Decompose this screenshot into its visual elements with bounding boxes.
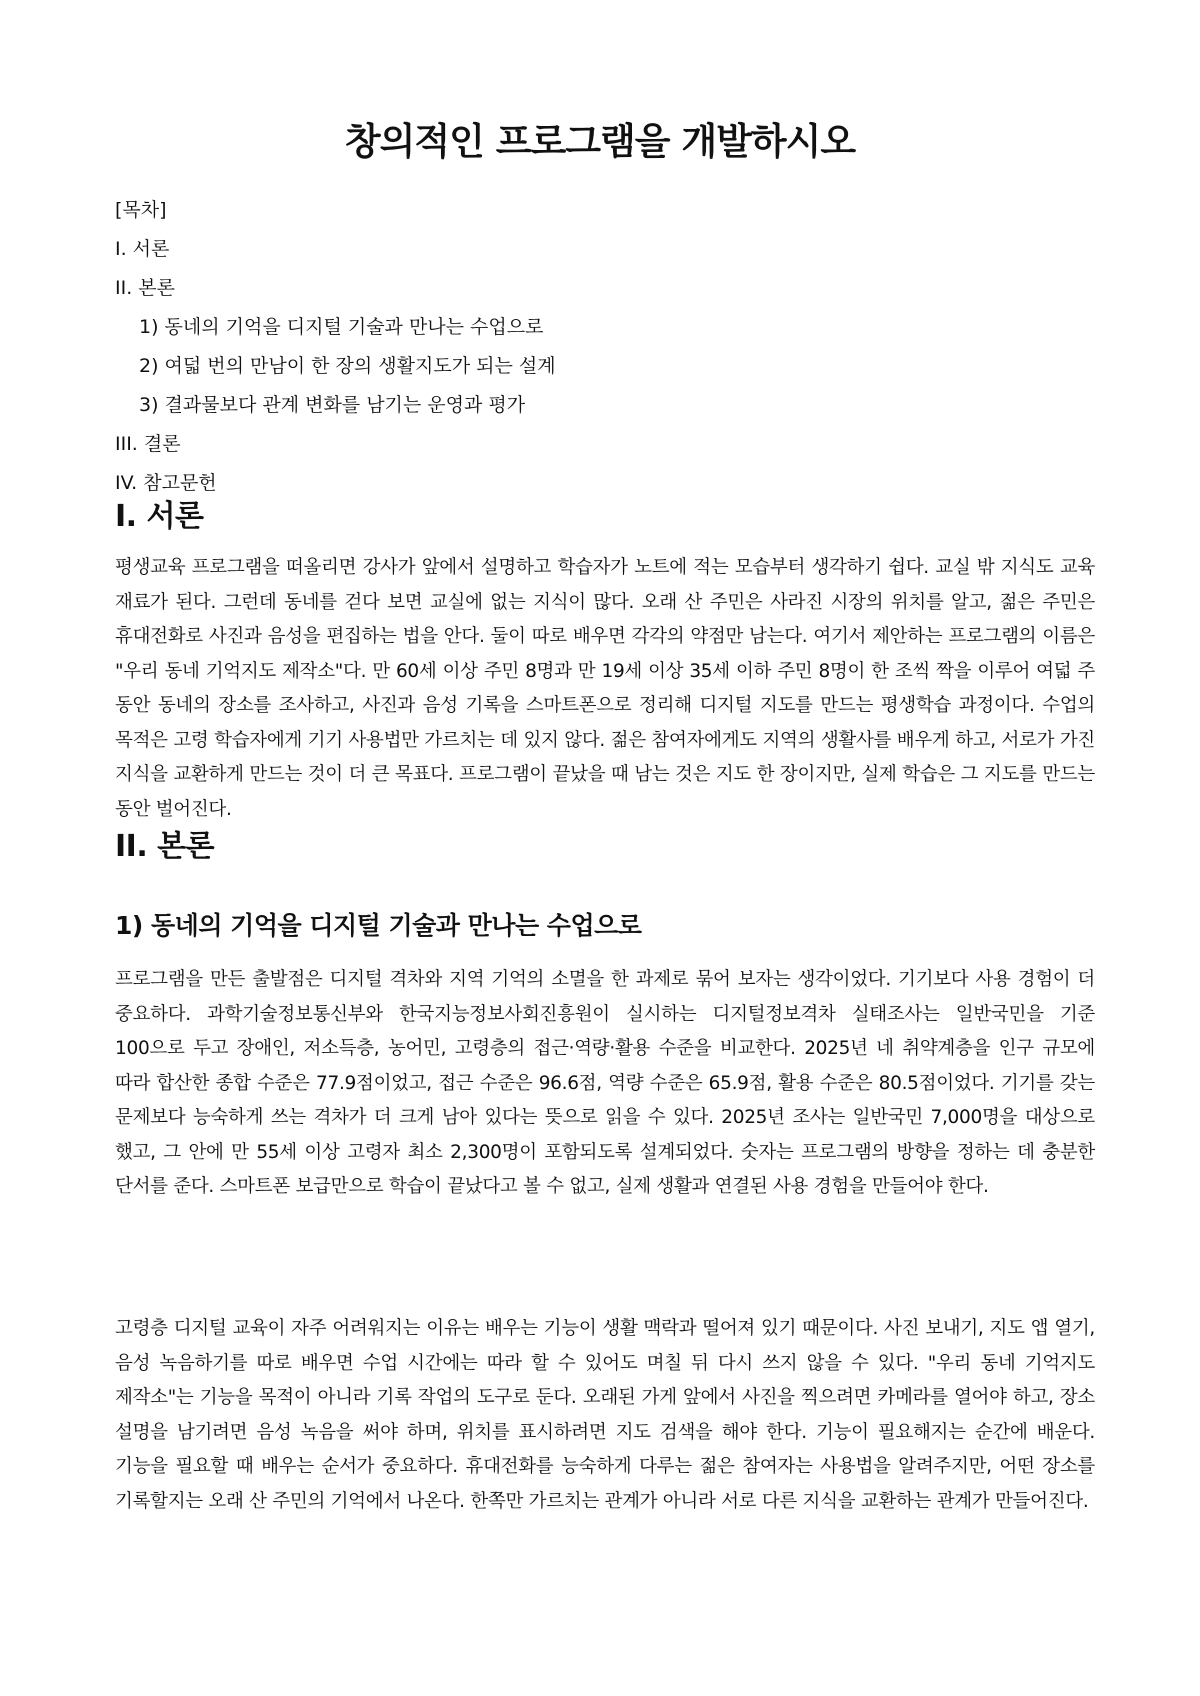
section-heading-body: II. 본론 bbox=[115, 829, 215, 864]
toc-item: 3) 결과물보다 관계 변화를 남기는 운영과 평가 bbox=[139, 394, 526, 416]
toc-heading: [목차] bbox=[115, 199, 167, 221]
section-heading-introduction: I. 서론 bbox=[115, 499, 204, 534]
introduction-paragraph: 평생교육 프로그램을 떠올리면 강사가 앞에서 설명하고 학습자가 노트에 적는 모습부터 생각하기 쉽다. 교실 밖 지식도 교육 재료가 된다. 그런데 동네를 걷다 보면 교실에 없는 지식이 많다. 오래 산 주민은 사라진 시장의 위치를 알고, 젊은 주민은 휴대전화로 사진과 음성을 편집하는 법을 안다. 둘이 따로 배우면 각각의 약점만 남는다. 여기서 제안하는 프로그램의 이름은 "우리 동네 기억지도 제작소"다. 만 60세 이상 주민 8명과 만 19세 이상 35세 이하 주민 8명이 한 조씩 짝을 이루어 여덟 주 동안 동네의 장소를 조사하고, 사진과 음성 기록을 스마트폰으로 정리해 디지털 지도를 만드는 평생학습 과정이다. 수업의 목적은 고령 학습자에게 기기 사용법만 가르치는 데 있지 않다. 젊은 참여자에게도 지역의 생활사를 배우게 하고, 서로가 가진 지식을 교환하게 만드는 것이 더 큰 목표다. 프로그램이 끝났을 때 남는 것은 지도 한 장이지만, 실제 학습은 그 지도를 만드는 동안 벌어진다. bbox=[115, 557, 1095, 820]
toc-item: II. 본론 bbox=[115, 277, 175, 299]
toc-item: IV. 참고문헌 bbox=[115, 472, 217, 494]
subsection-heading-1: 1) 동네의 기억을 디지털 기술과 만나는 수업으로 bbox=[115, 911, 642, 940]
body-paragraph-1: 프로그램을 만든 출발점은 디지털 격차와 지역 기억의 소멸을 한 과제로 묶어 보자는 생각이었다. 기기보다 사용 경험이 더 중요하다. 과학기술정보통신부와 한국지능정보사회진흥원이 실시하는 디지털정보격차 실태조사는 일반국민을 기준 100으로 두고 장애인, 저소득층, 농어민, 고령층의 접근·역량·활용 수준을 비교한다. 2025년 네 취약계층을 인구 규모에 따라 합산한 종합 수준은 77.9점이었고, 접근 수준은 96.6점, 역량 수준은 65.9점, 활용 수준은 80.5점이었다. 기기를 갖는 문제보다 능숙하게 쓰는 격차가 더 크게 남아 있다는 뜻으로 읽을 수 있다. 2025년 조사는 일반국민 7,000명을 대상으로 했고, 그 안에 만 55세 이상 고령자 최소 2,300명이 포함되도록 설계되었다. 숫자는 프로그램의 방향을 정하는 데 충분한 단서를 준다. 스마트폰 보급만으로 학습이 끝났다고 볼 수 없고, 실제 생활과 연결된 사용 경험을 만들어야 한다. bbox=[115, 969, 1095, 1197]
toc-item: III. 결론 bbox=[115, 433, 181, 455]
toc-item: I. 서론 bbox=[115, 238, 170, 260]
document-title: 창의적인 프로그램을 개발하시오 bbox=[344, 120, 856, 163]
toc-item: 1) 동네의 기억을 디지털 기술과 만나는 수업으로 bbox=[139, 316, 544, 338]
table-of-contents bbox=[115, 191, 1095, 503]
body-paragraph-2: 고령층 디지털 교육이 자주 어려워지는 이유는 배우는 기능이 생활 맥락과 떨어져 있기 때문이다. 사진 보내기, 지도 앱 열기, 음성 녹음하기를 따로 배우면 수업 시간에는 따라 할 수 있어도 며칠 뒤 다시 쓰지 않을 수 있다. "우리 동네 기억지도 제작소"는 기능을 목적이 아니라 기록 작업의 도구로 둔다. 오래된 가게 앞에서 사진을 찍으려면 카메라를 열어야 하고, 장소 설명을 남기려면 음성 녹음을 써야 하며, 위치를 표시하려면 지도 검색을 해야 한다. 기능이 필요해지는 순간에 배운다. 기능을 필요할 때 배우는 순서가 중요하다. 휴대전화를 능숙하게 다루는 젊은 참여자는 사용법을 알려주지만, 어떤 장소를 기록할지는 오래 산 주민의 기억에서 나온다. 한쪽만 가르치는 관계가 아니라 서로 다른 지식을 교환하는 관계가 만들어진다. bbox=[115, 1318, 1095, 1512]
toc-item: 2) 여덟 번의 만남이 한 장의 생활지도가 되는 설계 bbox=[139, 355, 556, 377]
